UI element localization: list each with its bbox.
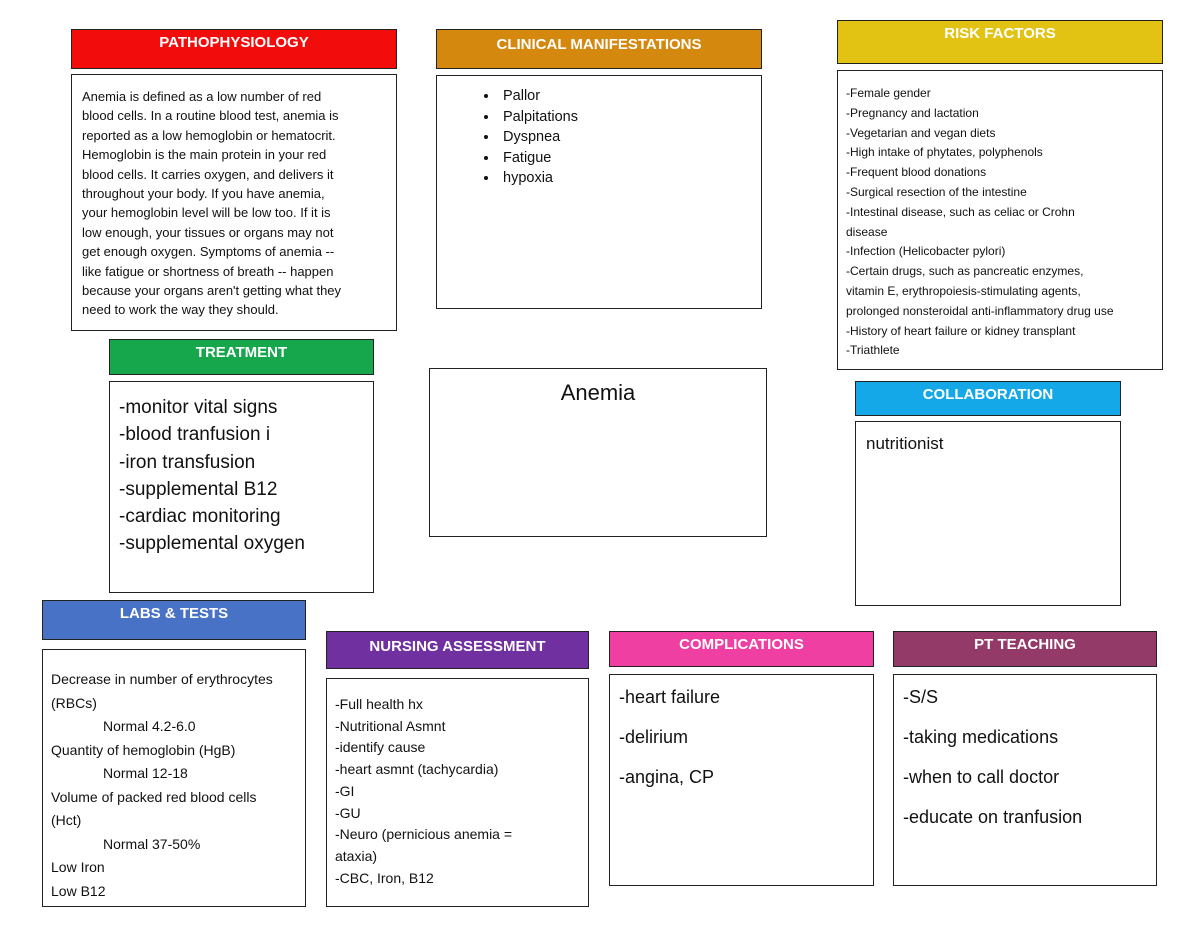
pt-teaching-box bbox=[893, 674, 1157, 886]
treatment-line: -monitor vital signs bbox=[119, 397, 278, 418]
pathophysiology-box bbox=[71, 74, 397, 331]
nursing-line: -CBC, Iron, B12 bbox=[335, 869, 434, 886]
clinical-item: • Fatigue bbox=[499, 148, 761, 169]
complications-line: -heart failure bbox=[619, 687, 721, 707]
pathophysiology-line: your hemoglobin level will be low too. If it is bbox=[82, 205, 331, 221]
labs-tests-box bbox=[42, 649, 306, 907]
pt-teaching-line: -S/S bbox=[903, 687, 939, 707]
pathophysiology-header: PATHOPHYSIOLOGY bbox=[71, 29, 397, 69]
labs-line: Decrease in number of erythrocytes bbox=[51, 671, 273, 687]
nursing-line: -identify cause bbox=[335, 739, 426, 756]
treatment-header: TREATMENT bbox=[109, 339, 374, 375]
risk-factor-line: -Frequent blood donations bbox=[846, 165, 987, 180]
treatment-line: -iron transfusion bbox=[119, 451, 256, 473]
treatment-line: -blood tranfusion i bbox=[119, 424, 271, 446]
labs-line: (Hct) bbox=[51, 812, 82, 828]
risk-factor-line: prolonged nonsteroidal anti-inflammatory drug use bbox=[846, 303, 1114, 318]
nursing-line: -GU bbox=[335, 804, 361, 821]
treatment-line: -supplemental oxygen bbox=[119, 533, 305, 555]
labs-line: Volume of packed red blood cells bbox=[51, 788, 257, 805]
nursing-assessment-box bbox=[326, 678, 589, 907]
labs-line: Low Iron bbox=[51, 859, 105, 875]
treatment-line: -supplemental B12 bbox=[119, 478, 278, 500]
pt-teaching-line: -taking medications bbox=[903, 727, 1059, 747]
nursing-line: -GI bbox=[335, 782, 355, 799]
risk-factor-line: -Certain drugs, such as pancreatic enzymes, bbox=[846, 264, 1084, 279]
labs-line: Quantity of hemoglobin (HgB) bbox=[51, 741, 236, 758]
nursing-line: -Neuro (pernicious anemia = bbox=[335, 826, 513, 843]
pathophysiology-line: Hemoglobin is the main protein in your red bbox=[82, 147, 327, 163]
clinical-item: • Palpitations bbox=[499, 107, 761, 128]
complications-line: -delirium bbox=[619, 727, 689, 747]
clinical-manifestations-box bbox=[436, 75, 762, 309]
risk-factor-line: -Pregnancy and lactation bbox=[846, 105, 979, 120]
pathophysiology-line: blood cells. It carries oxygen, and delivers it bbox=[82, 166, 334, 182]
risk-factors-header: RISK FACTORS bbox=[837, 20, 1163, 64]
risk-factor-line: -History of heart failure or kidney transplant bbox=[846, 323, 1076, 338]
pathophysiology-line: need to work the way they should. bbox=[82, 302, 279, 318]
collaboration-header: COLLABORATION bbox=[855, 381, 1121, 416]
risk-factor-line: -Surgical resection of the intestine bbox=[846, 184, 1027, 199]
pathophysiology-line: Anemia is defined as a low number of red bbox=[82, 89, 322, 104]
nursing-line: -Full health hx bbox=[335, 696, 423, 712]
clinical-manifestations-header: CLINICAL MANIFESTATIONS bbox=[436, 29, 762, 69]
complications-box bbox=[609, 674, 874, 886]
collaboration-box bbox=[855, 421, 1121, 606]
labs-line: Normal 4.2-6.0 bbox=[103, 718, 196, 734]
labs-line: Low B12 bbox=[51, 882, 106, 899]
pt-teaching-line: -educate on tranfusion bbox=[903, 807, 1083, 827]
risk-factor-line: vitamin E, erythropoiesis-stimulating agents, bbox=[846, 283, 1081, 298]
risk-factors-box bbox=[837, 70, 1163, 370]
risk-factor-line: -Intestinal disease, such as celiac or Crohn bbox=[846, 204, 1075, 219]
nursing-line: -Nutritional Asmnt bbox=[335, 717, 446, 734]
risk-factor-line: -Vegetarian and vegan diets bbox=[846, 125, 996, 140]
nursing-line: ataxia) bbox=[335, 847, 378, 864]
pathophysiology-line: reported as a low hemoglobin or hematocrit. bbox=[82, 127, 336, 143]
central-topic-box bbox=[429, 368, 767, 537]
pathophysiology-line: because your organs aren't getting what they bbox=[82, 283, 342, 299]
collaboration-line: nutritionist bbox=[866, 434, 944, 453]
nursing-line: -heart asmnt (tachycardia) bbox=[335, 761, 499, 778]
pt-teaching-line: -when to call doctor bbox=[903, 767, 1060, 787]
risk-factor-line: -Female gender bbox=[846, 86, 931, 100]
pathophysiology-line: like fatigue or shortness of breath -- happen bbox=[82, 263, 334, 279]
pathophysiology-line: blood cells. In a routine blood test, anemia is bbox=[82, 108, 339, 124]
clinical-item: • hypoxia bbox=[499, 168, 761, 189]
clinical-item: • Pallor bbox=[499, 86, 761, 107]
labs-line: Normal 37-50% bbox=[103, 835, 201, 852]
pathophysiology-line: low enough, your tissues or organs may not bbox=[82, 224, 334, 240]
treatment-line: -cardiac monitoring bbox=[119, 506, 281, 528]
risk-factor-line: -Triathlete bbox=[846, 343, 900, 358]
central-topic-title: Anemia bbox=[560, 380, 636, 405]
treatment-box bbox=[109, 381, 374, 593]
labs-tests-header: LABS & TESTS bbox=[42, 600, 306, 640]
labs-line: Normal 12-18 bbox=[103, 765, 188, 781]
risk-factor-line: disease bbox=[846, 224, 888, 239]
complications-line: -angina, CP bbox=[619, 767, 715, 787]
pathophysiology-line: throughout your body. If you have anemia, bbox=[82, 186, 325, 202]
labs-line: (RBCs) bbox=[51, 694, 97, 711]
nursing-assessment-header: NURSING ASSESSMENT bbox=[326, 631, 589, 669]
pathophysiology-line: get enough oxygen. Symptoms of anemia -- bbox=[82, 244, 335, 260]
complications-header: COMPLICATIONS bbox=[609, 631, 874, 667]
risk-factor-line: -High intake of phytates, polyphenols bbox=[846, 145, 1043, 160]
pt-teaching-header: PT TEACHING bbox=[893, 631, 1157, 667]
risk-factor-line: -Infection (Helicobacter pylori) bbox=[846, 244, 1006, 259]
clinical-item: • Dyspnea bbox=[499, 127, 761, 148]
